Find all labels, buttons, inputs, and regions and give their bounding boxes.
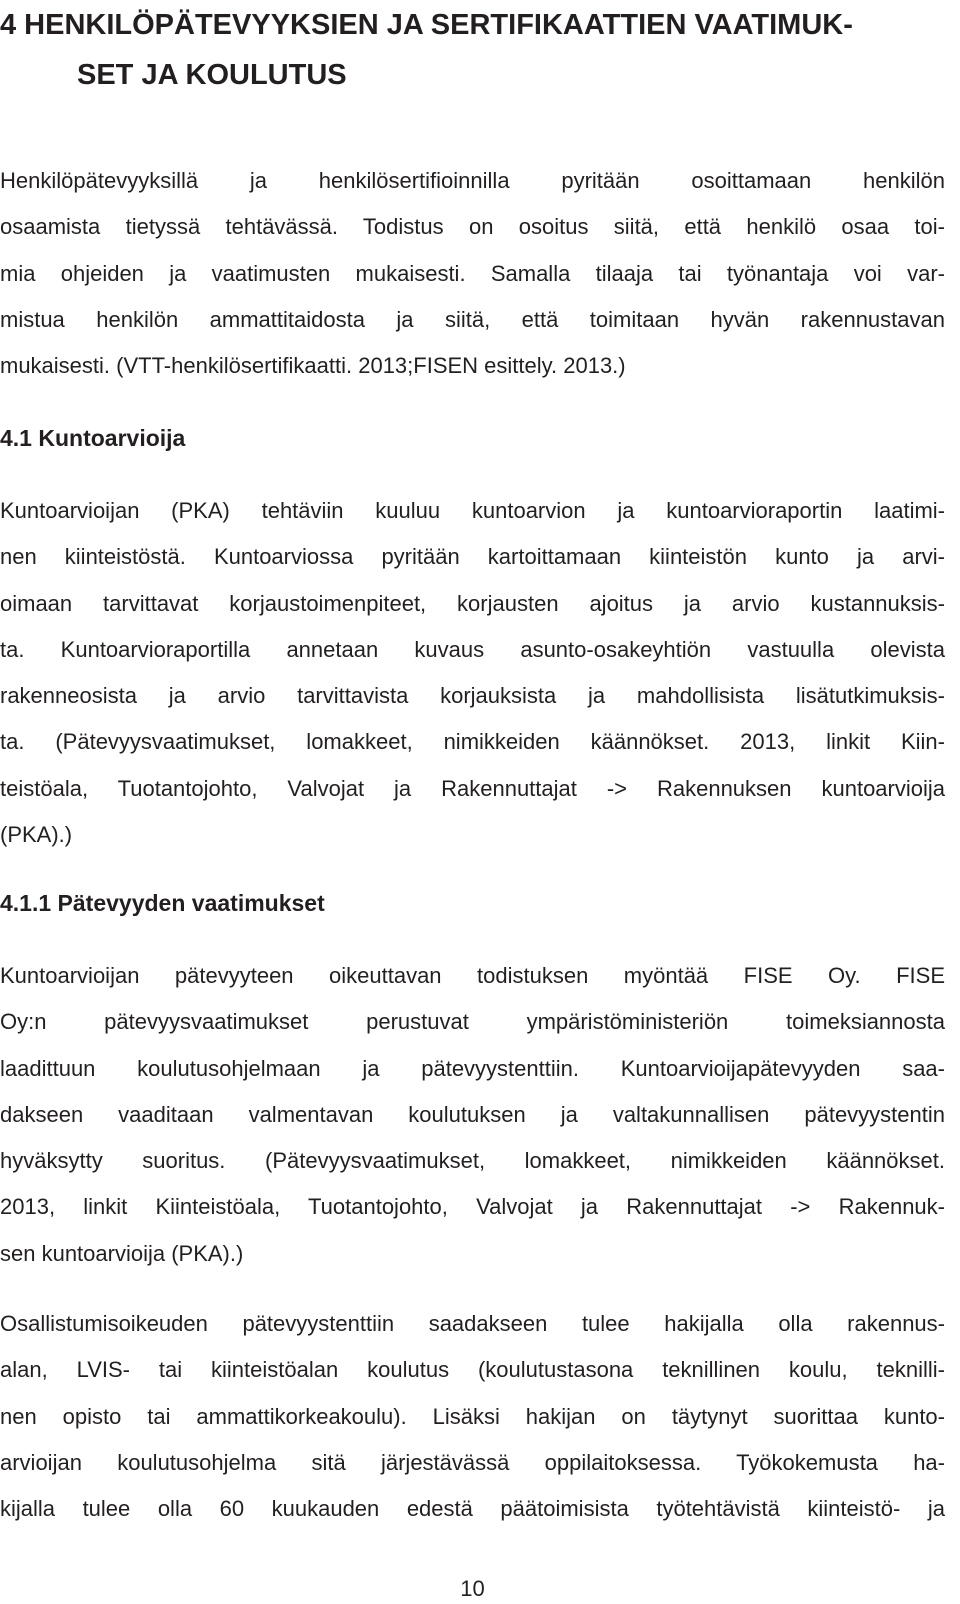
paragraph-osallistumisoikeus <box>0 1301 945 1532</box>
text-line: ta. Kuntoarvioraportilla annetaan kuvaus asunto-osakeyhtiön vastuulla olevista <box>0 636 945 662</box>
text-line: Oy:n pätevyysvaatimukset perustuvat ympäristöministeriön toimeksiannosta <box>0 1009 945 1035</box>
text-line: mistua henkilön ammattitaidosta ja siitä, että toimitaan hyvän rakennustavan <box>0 306 945 332</box>
text-line: mia ohjeiden ja vaatimusten mukaisesti. Samalla tilaaja tai työnantaja voi var- <box>0 260 945 286</box>
text-line: 2013, linkit Kiinteistöala, Tuotantojohto, Valvojat ja Rakennuttajat -> Rakennuk- <box>0 1194 945 1220</box>
text-line: osaamista tietyssä tehtävässä. Todistus on osoitus siitä, että henkilö osaa toi- <box>0 214 945 240</box>
text-line: arvioijan koulutusohjelma sitä järjestävässä oppilaitoksessa. Työkokemusta ha- <box>0 1449 945 1475</box>
text-line: kijalla tulee olla 60 kuukauden edestä päätoimisista työtehtävistä kiinteistö- ja <box>0 1496 945 1522</box>
text-line: teistöala, Tuotantojohto, Valvojat ja Rakennuttajat -> Rakennuksen kuntoarvioija <box>0 775 945 801</box>
text-line: laadittuun koulutusohjelmaan ja pätevyystenttiin. Kuntoarvioijapätevyyden saa- <box>0 1055 945 1081</box>
chapter-heading-line-2: SET JA KOULUTUS <box>77 59 347 91</box>
text-line: nen kiinteistöstä. Kuntoarviossa pyritään kartoittamaan kiinteistön kunto ja arvi- <box>0 544 945 570</box>
text-line: nen opisto tai ammattikorkeakoulu). Lisäksi hakijan on täytynyt suorittaa kunto- <box>0 1403 945 1429</box>
text-line: sen kuntoarvioija (PKA).) <box>0 1240 244 1266</box>
text-line: rakenneosista ja arvio tarvittavista korjauksista ja mahdollisista lisätutkimuksis- <box>0 683 945 709</box>
section-heading-4-1: 4.1 Kuntoarvioija <box>0 425 186 451</box>
paragraph-vaatimukset <box>0 953 945 1277</box>
text-line: ta. (Pätevyysvaatimukset, lomakkeet, nimikkeiden käännökset. 2013, linkit Kiin- <box>0 729 945 755</box>
text-line: alan, LVIS- tai kiinteistöalan koulutus (koulutustasona teknillinen koulu, teknilli- <box>0 1357 945 1383</box>
text-line: Henkilöpätevyyksillä ja henkilösertifioinnilla pyritään osoittamaan henkilön <box>0 168 945 193</box>
chapter-heading-line-1: 4 HENKILÖPÄTEVYYKSIEN JA SERTIFIKAATTIEN VAATIMUK- <box>0 9 853 41</box>
text-line: hyväksytty suoritus. (Pätevyysvaatimukset, lomakkeet, nimikkeiden käännökset. <box>0 1148 945 1174</box>
chapter-heading <box>0 0 945 100</box>
paragraph-intro <box>0 158 945 389</box>
text-line: dakseen vaaditaan valmentavan koulutuksen ja valtakunnallisen pätevyystentin <box>0 1101 945 1127</box>
page-number: 10 <box>460 1576 485 1601</box>
text-line: Kuntoarvioijan pätevyyteen oikeuttavan todistuksen myöntää FISE Oy. FISE <box>0 963 945 988</box>
text-line: Osallistumisoikeuden pätevyystenttiin saadakseen tulee hakijalla olla rakennus- <box>0 1311 945 1336</box>
text-line: Kuntoarvioijan (PKA) tehtäviin kuuluu kuntoarvion ja kuntoarvioraportin laatimi- <box>0 498 945 523</box>
text-line: mukaisesti. (VTT-henkilösertifikaatti. 2013;FISEN esittely. 2013.) <box>0 353 626 379</box>
text-line: oimaan tarvittavat korjaustoimenpiteet, korjausten ajoitus ja arvio kustannuksis- <box>0 590 945 616</box>
text-line: (PKA).) <box>0 822 73 848</box>
paragraph-kuntoarvioija <box>0 488 945 858</box>
section-heading-4-1-1: 4.1.1 Pätevyyden vaatimukset <box>0 890 325 916</box>
